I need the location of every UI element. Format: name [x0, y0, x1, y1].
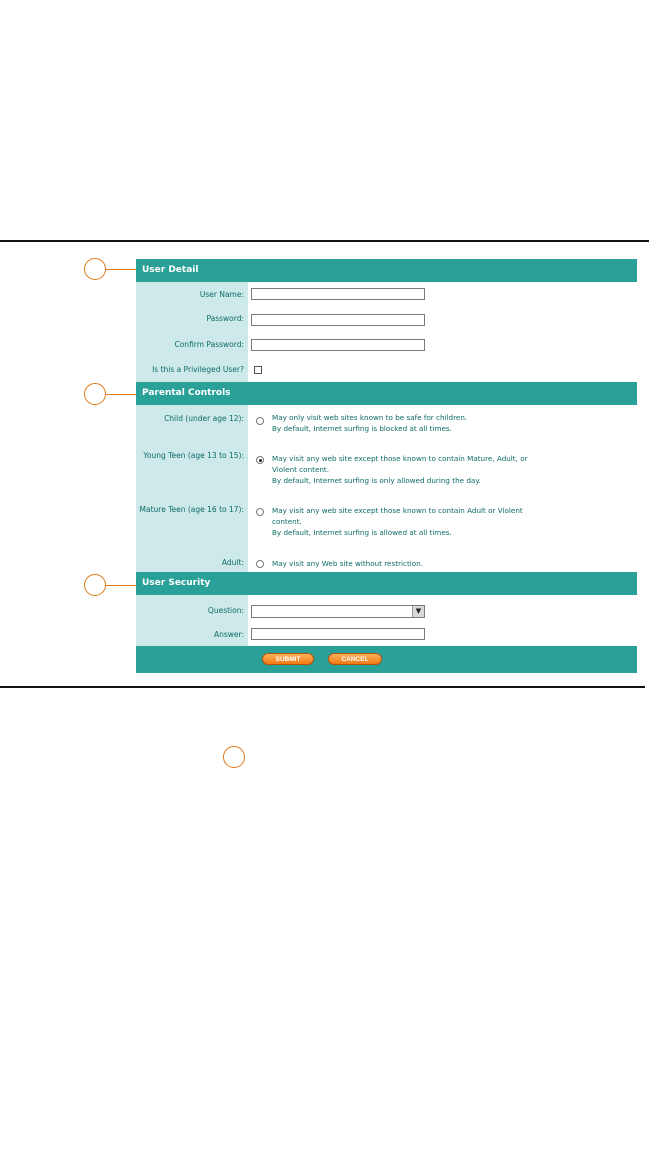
confirm-password-input[interactable] — [251, 339, 425, 351]
user-security-header: User Security — [136, 572, 637, 595]
cancel-button[interactable]: CANCEL — [328, 653, 382, 665]
callout-leader-3 — [106, 585, 137, 586]
young-teen-line-2: Violent content. — [272, 465, 330, 474]
answer-input[interactable] — [251, 628, 425, 640]
user-name-input[interactable] — [251, 288, 425, 300]
privileged-user-label: Is this a Privileged User? — [152, 365, 244, 374]
privileged-user-checkbox[interactable] — [254, 366, 262, 374]
young-teen-radio[interactable] — [256, 456, 264, 464]
mature-teen-line-3: By default, Internet surfing is allowed at all times. — [272, 528, 452, 537]
child-description — [272, 412, 572, 434]
callout-circle-3 — [84, 574, 106, 596]
user-detail-header: User Detail — [136, 259, 637, 282]
young-teen-line-3: By default, Internet surfing is only allowed during the day. — [272, 476, 481, 485]
bottom-rule — [0, 686, 645, 688]
form-footer — [136, 646, 637, 673]
mature-teen-radio[interactable] — [256, 508, 264, 516]
callout-circle-4 — [223, 746, 245, 768]
young-teen-description — [272, 453, 572, 486]
user-name-label: User Name: — [199, 290, 244, 299]
chevron-down-icon[interactable]: ▼ — [412, 606, 424, 617]
child-radio[interactable] — [256, 417, 264, 425]
question-select[interactable] — [251, 605, 425, 618]
adult-line-1: May visit any Web site without restriction. — [272, 559, 423, 568]
child-line-1: May only visit web sites known to be safe for children. — [272, 413, 468, 422]
mature-teen-description — [272, 505, 572, 538]
adult-description — [272, 558, 572, 569]
top-rule — [0, 240, 649, 242]
password-input[interactable] — [251, 314, 425, 326]
user-form-panel — [136, 259, 637, 673]
callout-leader-2 — [106, 394, 137, 395]
answer-label: Answer: — [213, 630, 244, 639]
child-label: Child (under age 12): — [164, 414, 244, 423]
parental-controls-header: Parental Controls — [136, 382, 637, 405]
question-label: Question: — [207, 606, 244, 615]
submit-button[interactable]: SUBMIT — [262, 653, 314, 665]
label-column-parental — [136, 405, 248, 572]
child-line-2: By default, Internet surfing is blocked at all times. — [272, 424, 452, 433]
young-teen-line-1: May visit any web site except those known to contain Mature, Adult, or — [272, 454, 528, 463]
callout-circle-2 — [84, 383, 106, 405]
mature-teen-line-1: May visit any web site except those known to contain Adult or Violent — [272, 506, 523, 515]
callout-leader-1 — [106, 269, 137, 270]
confirm-password-label: Confirm Password: — [174, 340, 244, 349]
mature-teen-label: Mature Teen (age 16 to 17): — [139, 505, 244, 514]
mature-teen-line-2: content. — [272, 517, 302, 526]
adult-label: Adult: — [221, 558, 244, 567]
callout-circle-1 — [84, 258, 106, 280]
young-teen-label: Young Teen (age 13 to 15): — [143, 451, 244, 460]
adult-radio[interactable] — [256, 560, 264, 568]
password-label: Password: — [206, 314, 244, 323]
